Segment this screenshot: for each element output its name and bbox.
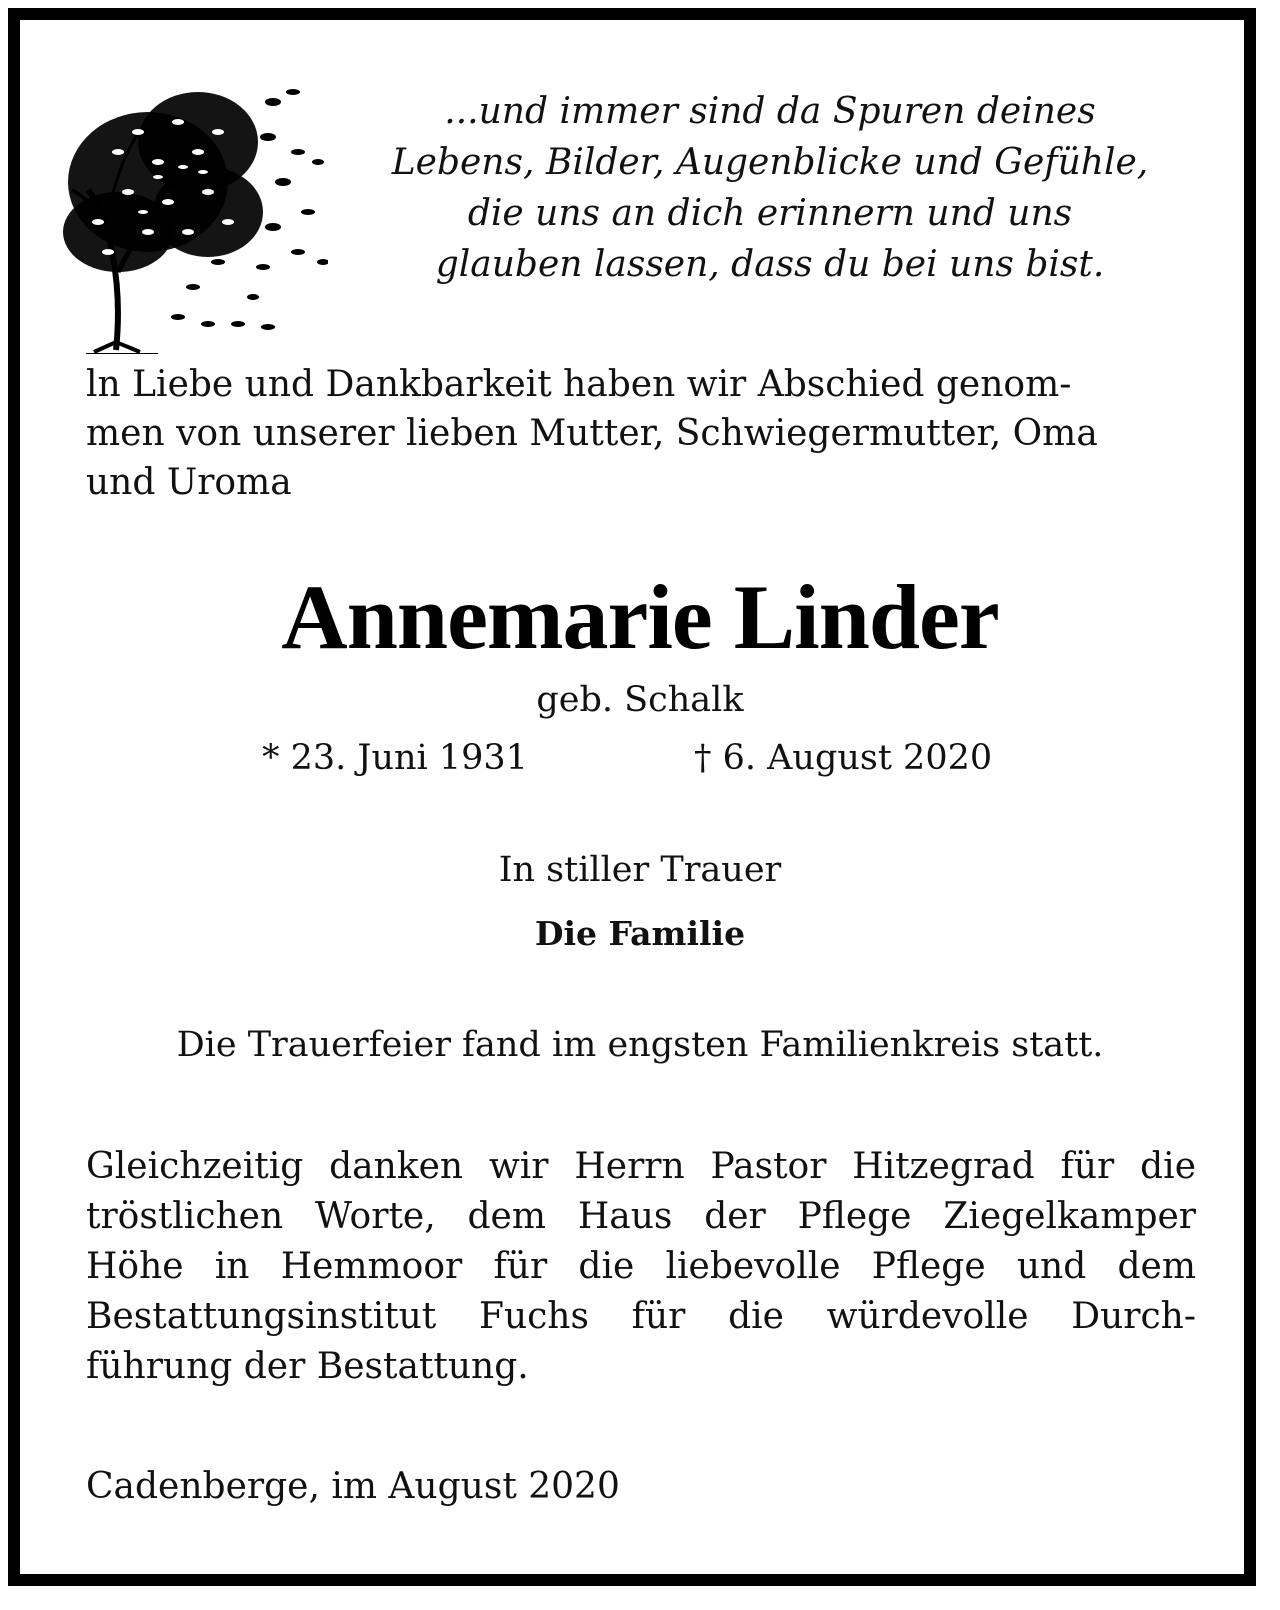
- intro-line: men von unserer lieben Mutter, Schwiegermutter, Oma: [86, 413, 1098, 454]
- intro-line: und Uroma: [86, 462, 292, 503]
- death-date: † 6. August 2020: [694, 738, 993, 778]
- quote-line: ...und immer sind da Spuren deines: [444, 91, 1096, 132]
- birth-name: geb. Schalk: [536, 680, 744, 720]
- deceased-name: Annemarie Linder: [281, 566, 999, 668]
- intro-line: ln Liebe und Dankbarkeit haben wir Abschied genom-: [86, 364, 1072, 405]
- tree-with-blowing-leaves-icon: [58, 62, 328, 354]
- thanks-paragraph: [86, 1142, 1196, 1392]
- quote-line: glauben lassen, dass du bei uns bist.: [435, 244, 1105, 285]
- place-and-date: Cadenberge, im August 2020: [86, 1466, 620, 1507]
- birth-date: * 23. Juni 1931: [262, 738, 528, 778]
- mourning-line: In stiller Trauer: [498, 850, 782, 890]
- thanks-line: führung der Bestattung.: [86, 1346, 529, 1387]
- thanks-line: tröstlichen Worte, dem Haus der Pflege Ziegelkamper: [86, 1196, 1196, 1237]
- thanks-line: Höhe in Hemmoor für die liebevolle Pflege und dem: [86, 1246, 1196, 1287]
- family-signature: Die Familie: [534, 914, 746, 953]
- memorial-quote: [340, 86, 1200, 290]
- thanks-line: Gleichzeitig danken wir Herrn Pastor Hitzegrad für die: [86, 1146, 1196, 1187]
- quote-line: die uns an dich erinnern und uns: [467, 193, 1073, 234]
- thanks-line: Bestattungsinstitut Fuchs für die würdevolle Durch-: [86, 1296, 1196, 1337]
- quote-line: Lebens, Bilder, Augenblicke und Gefühle,: [391, 142, 1149, 183]
- funeral-note: Die Trauerfeier fand im engsten Familienkreis statt.: [176, 1025, 1104, 1065]
- intro-paragraph: [86, 360, 1196, 507]
